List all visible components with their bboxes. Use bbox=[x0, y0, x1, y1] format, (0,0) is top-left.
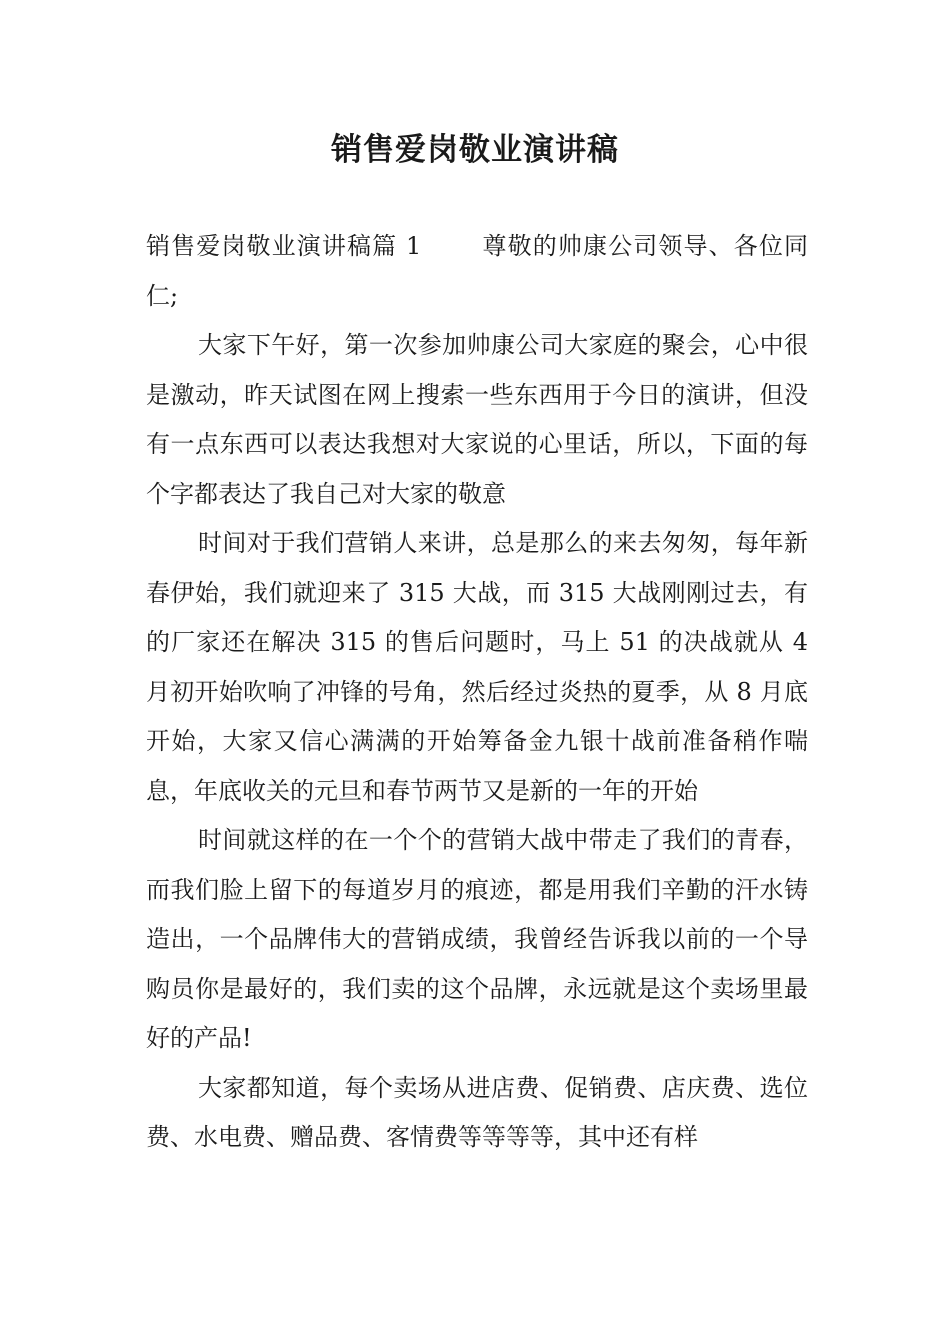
document-body bbox=[146, 222, 808, 1163]
body-paragraph: 大家都知道，每个卖场从进店费、促销费、店庆费、选位费、水电费、赠品费、客情费等等等等，其中还有样 bbox=[146, 1073, 808, 1151]
salutation: 尊敬的帅康公司领导、各位同仁; bbox=[146, 232, 809, 310]
body-paragraph: 时间对于我们营销人来讲，总是那么的来去匆匆，每年新春伊始，我们就迎来了 315 大战，而 315 大战刚刚过去，有的厂家还在解决 315 的售后问题时，马上 51 的决战就从 4 月初开始吹响了冲锋的号角，然后经过炎热的夏季，从 8 月底开始，大家又信心满满的开始筹备金九银十战前准备稍作喘息，年底收关的元旦和春节两节又是新的一年的开始 bbox=[146, 529, 808, 805]
body-paragraph: 时间就这样的在一个个的营销大战中带走了我们的青春，而我们脸上留下的每道岁月的痕迹，都是用我们辛勤的汗水铸造出，一个品牌伟大的营销成绩，我曾经告诉我以前的一个导购员你是最好的，我们卖的这个品牌，永远就是这个卖场里最好的产品! bbox=[146, 826, 808, 1052]
document-title: 销售爱岗敬业演讲稿 bbox=[331, 132, 619, 168]
section-heading: 销售爱岗敬业演讲稿篇 1 bbox=[146, 232, 422, 260]
intro-paragraph bbox=[146, 222, 808, 321]
body-paragraph: 大家下午好，第一次参加帅康公司大家庭的聚会，心中很是激动，昨天试图在网上搜索一些东西用于今日的演讲，但没有一点东西可以表达我想对大家说的心里话，所以，下面的每个字都表达了我自己对大家的敬意 bbox=[146, 331, 808, 508]
